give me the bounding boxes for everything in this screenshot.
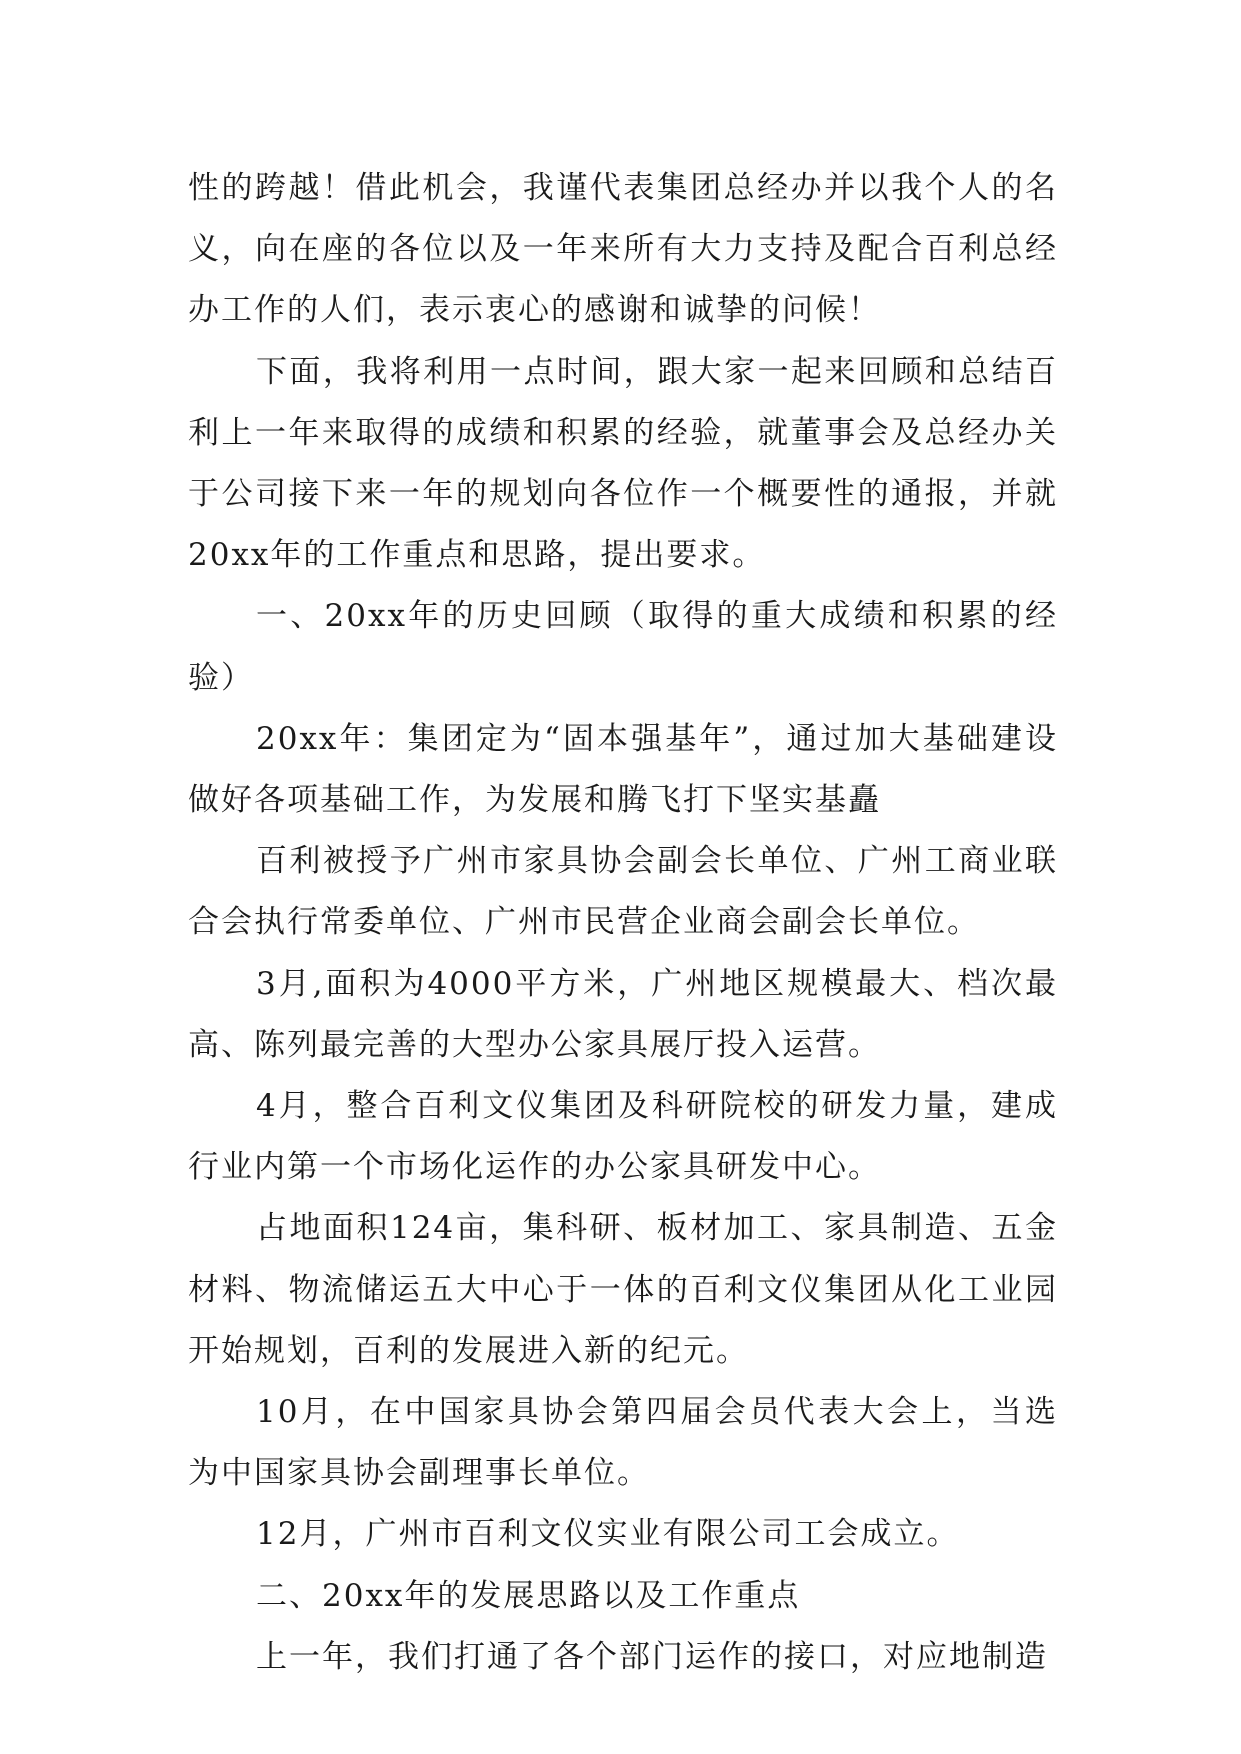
paragraph-awards: 百利被授予广州市家具协会副会长单位、广州工商业联合会执行常委单位、广州市民营企业商会副会长单位。 bbox=[188, 843, 1058, 941]
paragraph-continuation: 性的跨越！借此机会，我谨代表集团总经办并以我个人的名义，向在座的各位以及一年来所有大力支持及配合百利总经办工作的人们，表示衷心的感谢和诚挚的问候！ bbox=[188, 170, 1058, 329]
paragraph-december: 12月，广州市百利文仪实业有限公司工会成立。 bbox=[256, 1516, 960, 1553]
paragraph-last-year: 上一年，我们打通了各个部门运作的接口，对应地制造 bbox=[256, 1638, 1048, 1675]
paragraph-year-theme: 20xx年：集团定为“固本强基年”，通过加大基础建设做好各项基础工作，为发展和腾飞打下坚实基矗 bbox=[188, 720, 1058, 819]
section-heading-history: 一、20xx年的历史回顾（取得的重大成绩和积累的经验） bbox=[188, 598, 1058, 696]
paragraph-industrial-park: 占地面积124亩，集科研、板材加工、家具制造、五金材料、物流储运五大中心于一体的百利文仪集团从化工业园开始规划，百利的发展进入新的纪元。 bbox=[188, 1210, 1058, 1369]
document-body bbox=[188, 158, 1058, 1688]
paragraph-october: 10月，在中国家具协会第四届会员代表大会上，当选为中国家具协会副理事长单位。 bbox=[188, 1394, 1058, 1492]
paragraph-review-intro: 下面，我将利用一点时间，跟大家一起来回顾和总结百利上一年来取得的成绩和积累的经验，就董事会及总经办关于公司接下来一年的规划向各位作一个概要性的通报，并就20xx年的工作重点和思路，提出要求。 bbox=[188, 353, 1058, 574]
paragraph-march: 3月,面积为4000平方米，广州地区规模最大、档次最高、陈列最完善的大型办公家具展厅投入运营。 bbox=[188, 965, 1058, 1063]
paragraph-april: 4月，整合百利文仪集团及科研院校的研发力量，建成行业内第一个市场化运作的办公家具研发中心。 bbox=[188, 1088, 1058, 1186]
section-heading-plan: 二、20xx年的发展思路以及工作重点 bbox=[256, 1577, 801, 1614]
